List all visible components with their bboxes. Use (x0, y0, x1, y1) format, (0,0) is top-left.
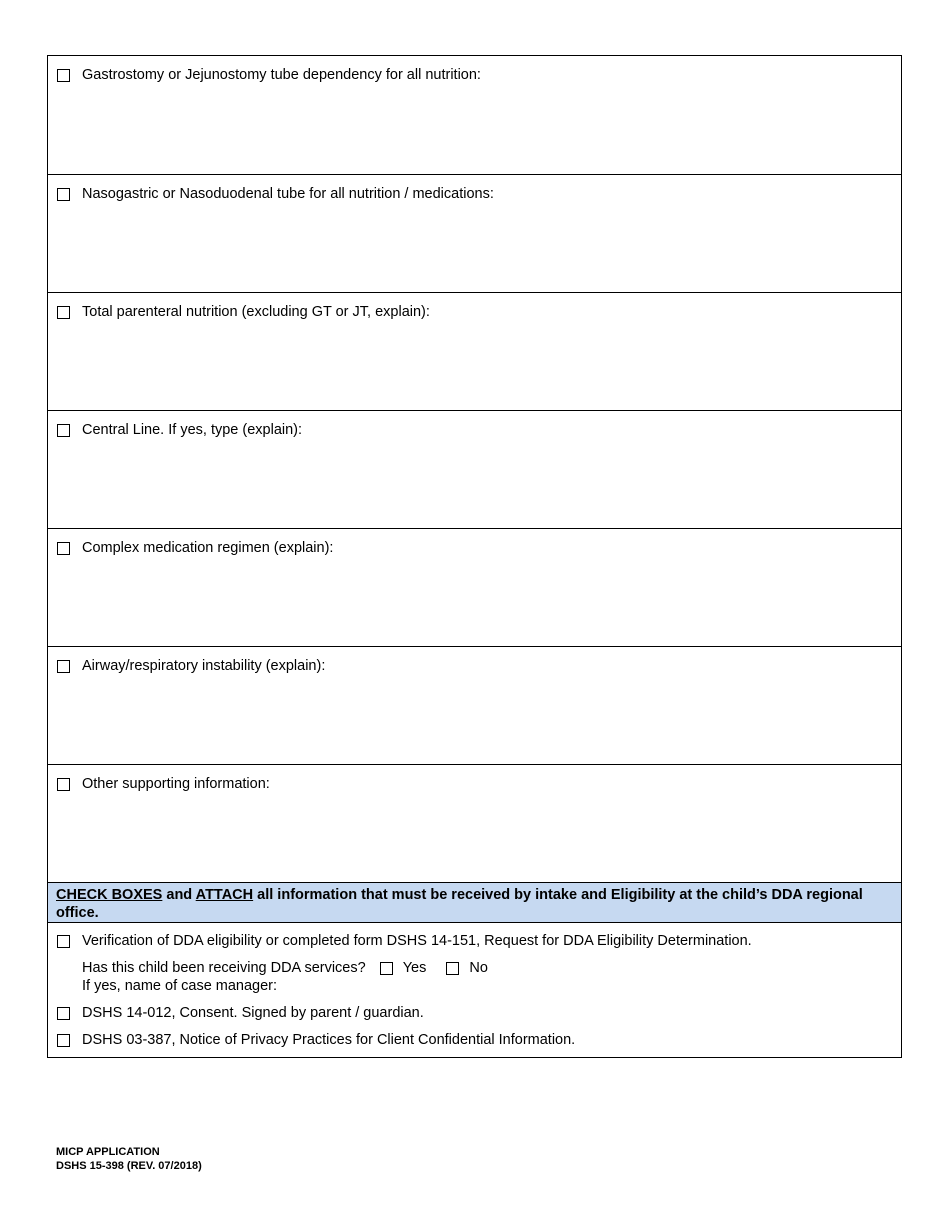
nasogastric-checkbox[interactable] (57, 188, 70, 201)
airway-checkbox[interactable] (57, 660, 70, 673)
field-label-line (57, 775, 270, 793)
medication-regimen-checkbox[interactable] (57, 542, 70, 555)
verification-label: Verification of DDA eligibility or completed form DSHS 14-151, Request for DDA Eligibility Determination. (82, 933, 752, 949)
gastrostomy-label: Gastrostomy or Jejunostomy tube dependency for all nutrition: (82, 67, 481, 83)
dda-no-label: No (469, 960, 488, 976)
field-parenteral[interactable] (48, 293, 901, 411)
banner-rest: all information that must be received by intake and Eligibility at the child’s DDA regional office. (56, 887, 863, 921)
field-label-line (57, 657, 325, 675)
dda-services-block (57, 959, 892, 995)
field-label-line (57, 539, 333, 557)
attach-privacy-line (57, 1031, 892, 1049)
dda-yes-checkbox[interactable] (380, 962, 393, 975)
case-manager-label: If yes, name of case manager: (82, 978, 278, 994)
footer-title: MICP APPLICATION (56, 1146, 160, 1158)
medication-regimen-label: Complex medication regimen (explain): (82, 540, 334, 556)
parenteral-label: Total parenteral nutrition (excluding GT or JT, explain): (82, 304, 430, 320)
central-line-checkbox[interactable] (57, 424, 70, 437)
form-table (47, 55, 902, 1058)
dda-services-question (82, 959, 892, 977)
field-label-line (57, 303, 430, 321)
field-central-line[interactable] (48, 411, 901, 529)
field-nasogastric[interactable] (48, 175, 901, 293)
field-airway[interactable] (48, 647, 901, 765)
gastrostomy-checkbox[interactable] (57, 69, 70, 82)
verification-checkbox[interactable] (57, 935, 70, 948)
airway-label: Airway/respiratory instability (explain): (82, 658, 326, 674)
privacy-label: DSHS 03-387, Notice of Privacy Practices for Client Confidential Information. (82, 1032, 576, 1048)
consent-label: DSHS 14-012, Consent. Signed by parent / guardian. (82, 1005, 424, 1021)
field-label-line (57, 66, 481, 84)
attach-consent-line (57, 1004, 892, 1022)
other-info-checkbox[interactable] (57, 778, 70, 791)
field-label-line (57, 185, 494, 203)
attachments-section (48, 923, 901, 1057)
nasogastric-label: Nasogastric or Nasoduodenal tube for all nutrition / medications: (82, 186, 494, 202)
banner-attach: ATTACH (195, 887, 254, 903)
banner-and: and (162, 887, 196, 903)
field-medication-regimen[interactable] (48, 529, 901, 647)
attach-verification-line (57, 932, 892, 950)
consent-checkbox[interactable] (57, 1007, 70, 1020)
banner-check-boxes: CHECK BOXES (56, 887, 163, 903)
other-info-label: Other supporting information: (82, 776, 270, 792)
field-other-info[interactable] (48, 765, 901, 883)
central-line-label: Central Line. If yes, type (explain): (82, 422, 303, 438)
page-footer (56, 1145, 202, 1173)
dda-yes-label: Yes (402, 960, 427, 976)
field-label-line (57, 421, 302, 439)
instructions-banner (48, 883, 901, 923)
parenteral-checkbox[interactable] (57, 306, 70, 319)
case-manager-line[interactable] (82, 977, 892, 995)
field-gastrostomy[interactable] (48, 56, 901, 175)
footer-form-id: DSHS 15-398 (REV. 07/2018) (56, 1160, 202, 1172)
dda-services-label: Has this child been receiving DDA services? (82, 960, 366, 976)
privacy-checkbox[interactable] (57, 1034, 70, 1047)
dda-no-checkbox[interactable] (446, 962, 459, 975)
